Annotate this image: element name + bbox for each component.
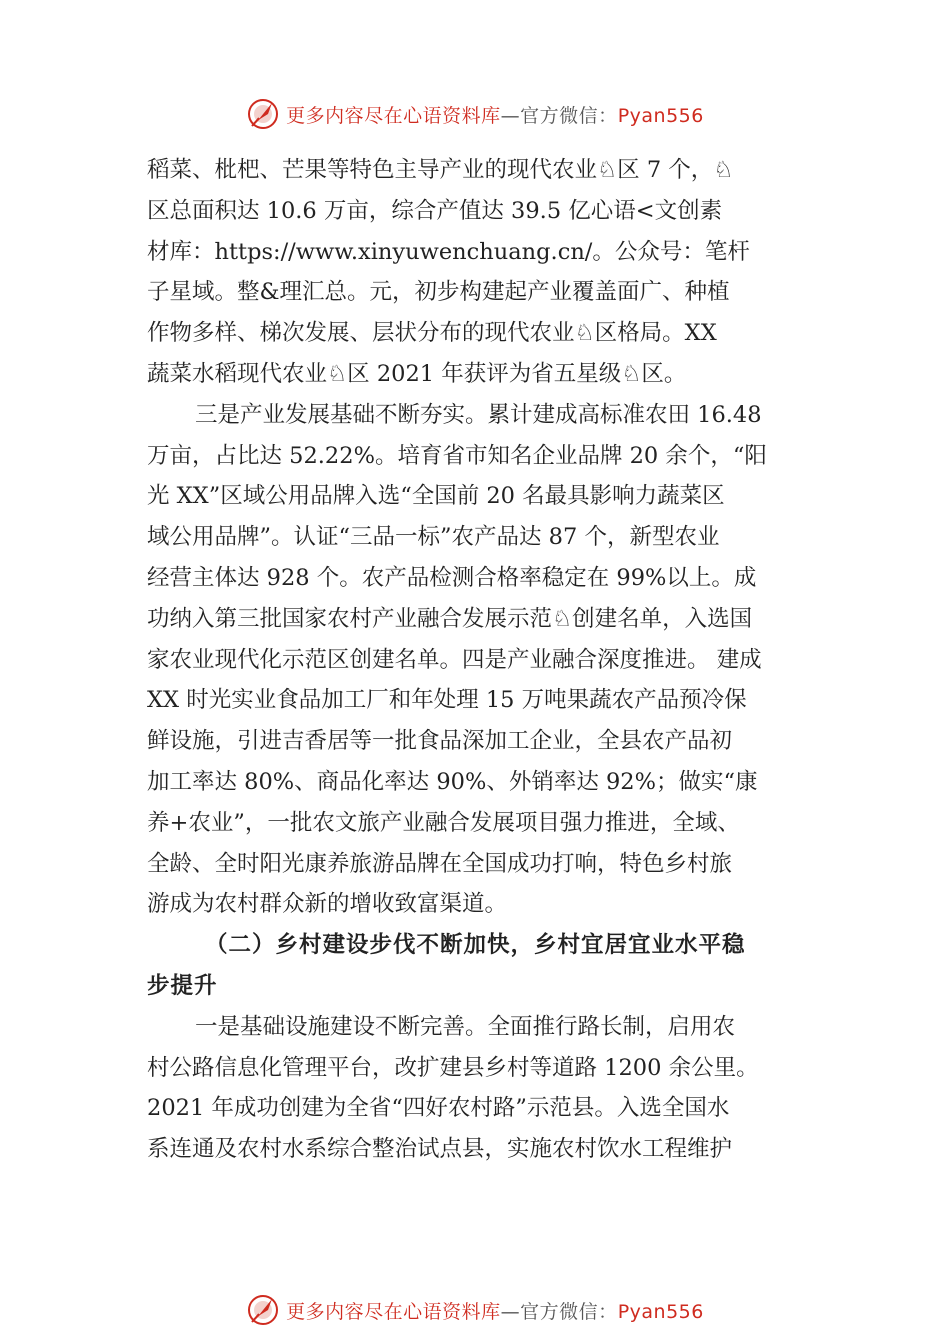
- paragraph-3: [147, 1007, 819, 1170]
- text-line: XX 时光实业食品加工厂和年处理 15 万吨果蔬农产品预冷保: [147, 687, 747, 714]
- text-line: 系连通及农村水系综合整治试点县，实施农村饮水工程维护: [147, 1136, 733, 1163]
- watermark-account: Pyan556: [617, 104, 704, 127]
- section-heading: [147, 925, 819, 1007]
- text-line: 功纳入第三批国家农村产业融合发展示范♘创建名单，入选国: [147, 605, 753, 632]
- header-watermark: [0, 94, 950, 134]
- text-line: 经营主体达 928 个。农产品检测合格率稳定在 99%以上。成: [147, 564, 757, 591]
- footer-watermark: [0, 1290, 950, 1330]
- watermark-prefix: 更多内容尽在心语资料库: [286, 104, 501, 127]
- text-line: 一是基础设施建设不断完善。全面推行路长制，启用农: [195, 1013, 736, 1040]
- text-line: 游成为农村群众新的增收致富渠道。: [147, 891, 508, 918]
- text-line: 家农业现代化示范区创建名单。四是产业融合深度推进。 建成: [147, 646, 762, 673]
- text-line: 养+农业”，一批农文旅产业融合发展项目强力推进，全域、: [147, 809, 740, 836]
- text-line: 材库：https://www.xinyuwenchuang.cn/。公众号：笔杆: [147, 238, 750, 265]
- text-line: 稻菜、枇杷、芒果等特色主导产业的现代农业♘区 7 个，♘: [147, 157, 734, 183]
- text-line: 鲜设施，引进吉香居等一批食品深加工企业，全县农产品初: [147, 728, 733, 755]
- text-line: 蔬菜水稻现代农业♘区 2021 年获评为省五星级♘区。: [147, 360, 687, 387]
- watermark-account: Pyan556: [617, 1300, 704, 1323]
- text-line: 作物多样、梯次发展、层状分布的现代农业♘区格局。XX: [147, 320, 717, 347]
- text-line: 域公用品牌”。认证“三品一标”农产品达 87 个，新型农业: [147, 524, 720, 551]
- text-line: 子星域。整&理汇总。元，初步构建起产业覆盖面广、种植: [147, 279, 730, 306]
- text-line: 加工率达 80%、商品化率达 90%、外销率达 92%；做实“康: [147, 768, 758, 795]
- text-line: 万亩，占比达 52.22%。培育省市知名企业品牌 20 余个，“阳: [147, 442, 767, 469]
- document-body: [147, 150, 819, 1170]
- watermark-dash: —: [500, 1300, 521, 1323]
- heading-line: （二）乡村建设步伐不断加快，乡村宜居宜业水平稳: [205, 932, 746, 959]
- watermark-text: [286, 1297, 704, 1324]
- watermark-wechat-label: 官方微信：: [520, 1300, 618, 1323]
- text-line: 全龄、全时阳光康养旅游品牌在全国成功打响，特色乡村旅: [147, 850, 733, 877]
- watermark-dash: —: [500, 104, 521, 127]
- heading-line: 步提升: [147, 972, 218, 999]
- watermark-prefix: 更多内容尽在心语资料库: [286, 1300, 501, 1323]
- text-line: 2021 年成功创建为全省“四好农村路”示范县。入选全国水: [147, 1095, 730, 1122]
- text-line: 三是产业发展基础不断夯实。累计建成高标准农田 16.48: [195, 401, 762, 428]
- quill-logo-icon: [246, 1293, 280, 1327]
- watermark-text: [286, 101, 704, 128]
- text-line: 村公路信息化管理平台，改扩建县乡村等道路 1200 余公里。: [147, 1054, 759, 1081]
- paragraph-1: [147, 150, 819, 395]
- text-line: 光 XX”区域公用品牌入选“全国前 20 名最具影响力蔬菜区: [147, 483, 725, 510]
- watermark-wechat-label: 官方微信：: [520, 104, 618, 127]
- paragraph-2: [147, 395, 819, 925]
- text-line: 区总面积达 10.6 万亩，综合产值达 39.5 亿心语<文创素: [147, 197, 723, 224]
- quill-logo-icon: [246, 97, 280, 131]
